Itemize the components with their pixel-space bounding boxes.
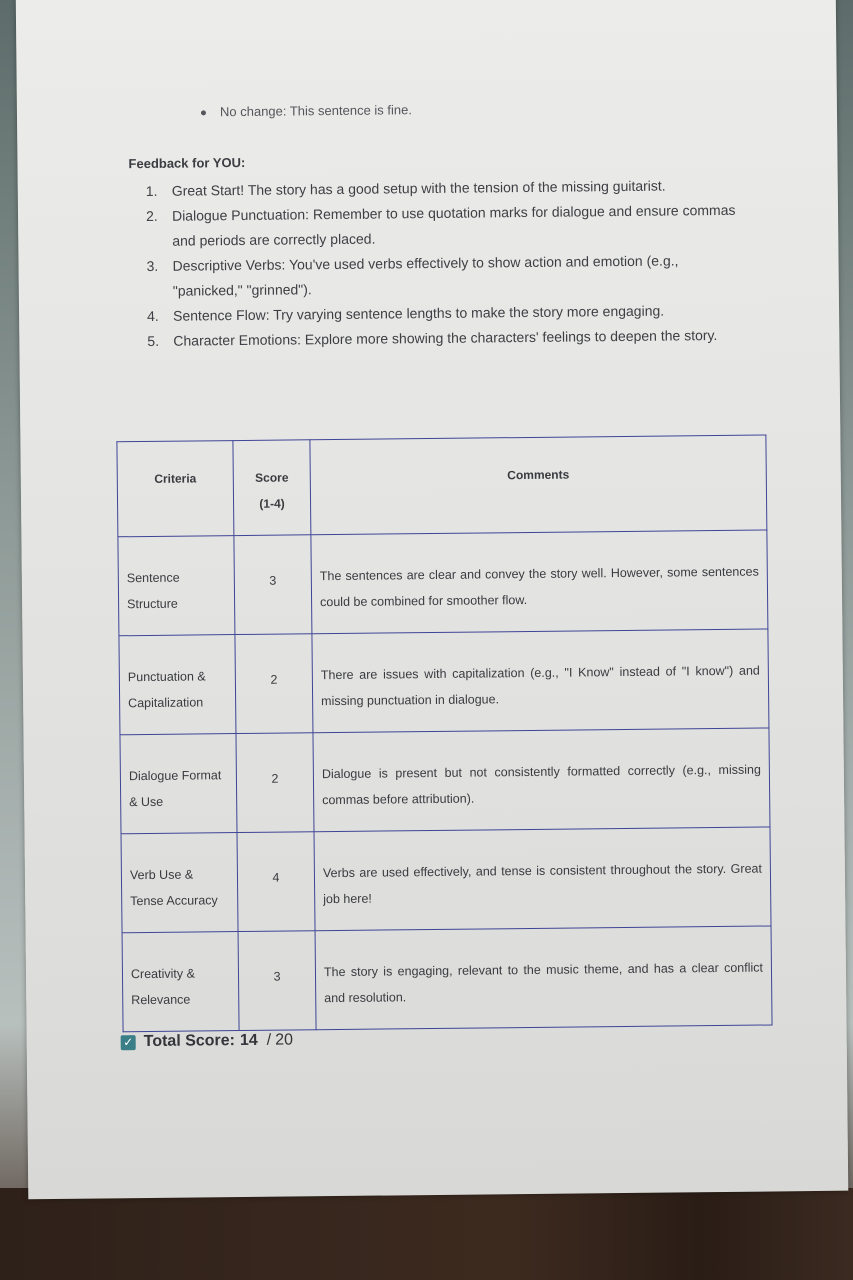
criteria-cell bbox=[121, 833, 238, 933]
floor bbox=[0, 1188, 853, 1280]
feedback-item-text: Sentence Flow: Try varying sentence lengths to make the story more engaging. bbox=[173, 302, 665, 324]
criteria-text: Creativity & Relevance bbox=[130, 966, 195, 1008]
total-score-max: 20 bbox=[275, 1031, 294, 1049]
comment-text: The story is engaging, relevant to the music theme, and has a clear conflict and resolution. bbox=[323, 960, 764, 1006]
feedback-item-number: 1. bbox=[145, 182, 158, 199]
score-cell bbox=[234, 535, 312, 635]
rubric-header-row bbox=[117, 435, 767, 537]
feedback-item-number: 5. bbox=[147, 332, 160, 349]
total-score-separator: / bbox=[266, 1031, 272, 1049]
criteria-cell bbox=[119, 635, 236, 735]
table-row bbox=[118, 530, 768, 636]
comment-text: Verbs are used effectively, and tense is consistent throughout the story. Great job here! bbox=[322, 861, 762, 907]
score-cell bbox=[237, 832, 315, 932]
feedback-item-number: 4. bbox=[147, 307, 159, 324]
top-bullet-text: No change: This sentence is fine. bbox=[219, 102, 413, 120]
top-bullet bbox=[201, 102, 412, 119]
comment-cell bbox=[314, 827, 771, 931]
criteria-text: Punctuation & Capitalization bbox=[127, 669, 206, 711]
score-text: 3 bbox=[269, 573, 277, 588]
rubric-table bbox=[116, 434, 772, 1032]
total-score-label: Total Score: bbox=[143, 1032, 236, 1051]
criteria-header bbox=[117, 441, 234, 537]
score-cell bbox=[238, 931, 316, 1031]
criteria-cell bbox=[120, 734, 237, 834]
comment-cell bbox=[312, 629, 769, 733]
criteria-header-text: Criteria bbox=[154, 471, 197, 486]
comments-header bbox=[310, 435, 767, 535]
comment-cell bbox=[315, 926, 772, 1030]
bullet-icon bbox=[201, 110, 206, 115]
score-cell bbox=[235, 634, 313, 734]
total-score-value: 14 bbox=[239, 1031, 258, 1050]
feedback-item-text: Great Start! The story has a good setup with the tension of the missing guitarist. bbox=[171, 177, 666, 199]
comment-text: Dialogue is present but not consistently formatted correctly (e.g., missing commas before attribution). bbox=[321, 762, 761, 808]
score-text: 3 bbox=[273, 969, 281, 984]
feedback-item-text: Character Emotions: Explore more showing the characters' feelings to deepen the story. bbox=[173, 326, 718, 349]
score-header-text bbox=[233, 440, 310, 517]
feedback-item-text: Dialogue Punctuation: Remember to use quotation marks for dialogue and ensure commas and periods are correctly placed. bbox=[171, 201, 736, 249]
comments-header-text: Comments bbox=[507, 467, 570, 483]
criteria-text: Dialogue Format & Use bbox=[128, 768, 222, 810]
feedback-heading: Feedback for YOU: bbox=[128, 154, 246, 172]
feedback-item-number: 3. bbox=[146, 257, 159, 274]
score-header-range: (1-4) bbox=[259, 496, 285, 511]
comment-cell bbox=[311, 530, 768, 634]
comment-cell bbox=[313, 728, 770, 832]
paper-sheet bbox=[16, 0, 849, 1199]
criteria-text: Verb Use & Tense Accuracy bbox=[129, 867, 218, 909]
feedback-item-text: Descriptive Verbs: You've used verbs effectively to show action and emotion (e.g., "panicked," "grinned"). bbox=[172, 252, 679, 299]
comment-text: There are issues with capitalization (e.g., "I Know" instead of "I know") and missing punctuation in dialogue. bbox=[320, 663, 760, 709]
document-content bbox=[16, 0, 849, 1199]
score-text: 4 bbox=[272, 870, 280, 885]
checkbox-checked-icon: ✓ bbox=[121, 1035, 136, 1050]
score-header bbox=[233, 440, 311, 536]
score-header-label: Score bbox=[255, 470, 289, 485]
feedback-item bbox=[146, 248, 746, 304]
criteria-text: Sentence Structure bbox=[126, 570, 180, 612]
feedback-item bbox=[147, 323, 747, 354]
score-text: 2 bbox=[271, 771, 279, 786]
table-row bbox=[119, 629, 769, 735]
table-row bbox=[122, 926, 772, 1032]
criteria-cell bbox=[118, 536, 235, 636]
feedback-list bbox=[146, 173, 748, 354]
feedback-item bbox=[146, 198, 746, 254]
score-text: 2 bbox=[270, 672, 278, 687]
comment-text: The sentences are clear and convey the story well. However, some sentences could be combined for smoother flow. bbox=[319, 564, 759, 610]
criteria-cell bbox=[122, 932, 239, 1032]
score-cell bbox=[236, 733, 314, 833]
table-row bbox=[120, 728, 770, 834]
table-row bbox=[121, 827, 771, 933]
feedback-item-number: 2. bbox=[145, 207, 158, 224]
total-score bbox=[121, 1031, 294, 1051]
